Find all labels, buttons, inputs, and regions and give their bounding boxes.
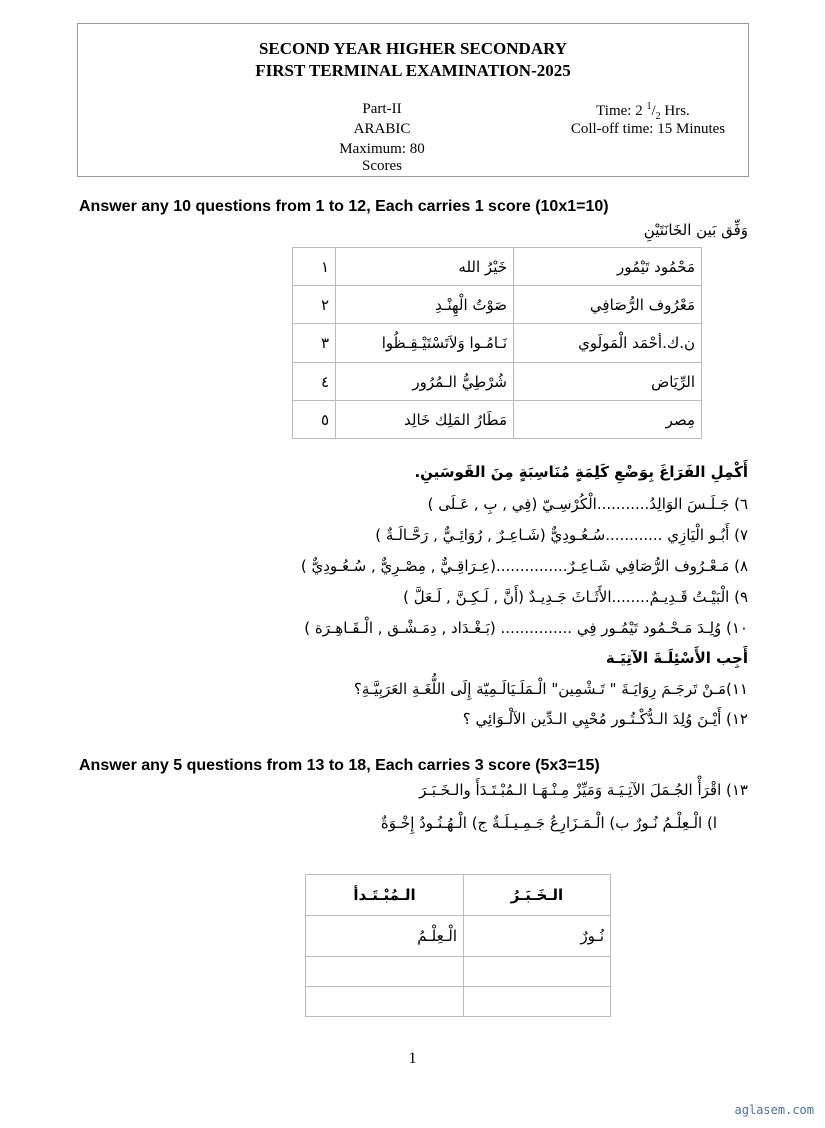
- exam-title-line1: SECOND YEAR HIGHER SECONDARY: [258, 39, 568, 58]
- fill-instruction: أَكْمِلِ الفَرَاغَ بِوَضْعِ كَلِمَةٍ مُنَاسِبَةٍ مِنَ القَوسَينِ.: [414, 463, 748, 481]
- match-num: ٣: [293, 324, 336, 363]
- match-num: ٤: [293, 363, 336, 401]
- col-header-mubtada: الـمُبْـتَـدأ: [306, 875, 464, 916]
- table-row: [293, 401, 702, 439]
- table-row: [306, 916, 611, 957]
- table-row: [293, 363, 702, 401]
- cell-khabar: نُـورٌ: [464, 916, 611, 957]
- match-col-a: صَوْتُ الْهِنْـدِ: [336, 286, 514, 324]
- watermark-link[interactable]: aglasem.com: [734, 1103, 814, 1117]
- cell-khabar: [464, 957, 611, 987]
- fill-item-7: ٧) أَبُـو الْيَازِي ............سُـعُـودِيٌّ (شَـاعِـرٌ , رُوَائِـيٌّ , رَحَّـالَـةٌ ): [375, 526, 748, 544]
- fill-item-9: ٩) الْبَيْـتُ قَـدِيـمٌ........الأَثَـاثَ جَـدِيـدٌ (أَنَّ , لَـكِـنَّ , لَـعَلَّ ): [403, 588, 748, 606]
- exam-title-line2: FIRST TERMINAL EXAMINATION-2025: [255, 61, 571, 80]
- question-13: ١٣) اقْرَأْ الجُـمَلَ الآتِـيَـة وَمَيِّزْ مِـنْـهَـا الـمُبْـتَـدَأَ والـخَـبَـرَ: [419, 781, 748, 799]
- cell-khabar: [464, 987, 611, 1017]
- col-header-khabar: الـخَـبَـرُ: [464, 875, 611, 916]
- question-13-sentences: ا) الْـعِلْـمُ نُـورٌ ب) الْـمَـزَارِعُ جَـمِـيـلَـةٌ ج) الْـهُـنُـودُ إِخْـوَةٌ: [380, 814, 717, 832]
- match-num: ١: [293, 248, 336, 286]
- match-col-b: مَحْمُود تَيْمُور: [514, 248, 702, 286]
- exam-max-scores: Maximum: 80 Scores: [339, 141, 425, 174]
- exam-header-box: [77, 23, 749, 177]
- match-num: ٥: [293, 401, 336, 439]
- section2-heading: Answer any 5 questions from 13 to 18, Each carries 3 score (5x3=15): [79, 757, 600, 774]
- exam-time: Time: 2 $^1/_2$ Hrs.: [596, 101, 690, 122]
- question-12: ١٢) أَيْـنَ وُلِدَ الـدُّكْـتُـور مُحْيِي الـدِّين الآلْـوَائِي ؟: [462, 710, 748, 728]
- table-row: [293, 248, 702, 286]
- match-table: [292, 247, 702, 439]
- answer-instruction: أَجِب الأَسْئِلَـةَ الآتِيَـة: [605, 649, 748, 667]
- match-col-b: مِصر: [514, 401, 702, 439]
- exam-cool-off-time: Coll-off time: 15 Minutes: [570, 121, 726, 137]
- mubtada-khabar-table: [305, 874, 611, 1017]
- match-col-a: مَطَارُ المَلِك خَالِد: [336, 401, 514, 439]
- match-col-a: خَيْرُ الله: [336, 248, 514, 286]
- table-row: [293, 324, 702, 363]
- match-col-a: نَـامُـوا وَلاَتَسْتَيْـقِـظُوا: [336, 324, 514, 363]
- table-row: [306, 957, 611, 987]
- fill-item-10: ١٠) وُلِـدَ مَـحْـمُود تَيْمُـور فِي ............... (بَـغْـدَاد , دِمَـشْـق , الْـقَـاهِـرَة ): [304, 619, 748, 637]
- match-col-b: الرِّيَاض: [514, 363, 702, 401]
- match-instruction: وَفِّق بَين الخَانَتَيْنِ: [643, 221, 748, 239]
- fill-item-6: ٦) جَـلَـسَ الوَالِدُ...........الْكُرْسِـيّ (فِي , بِ , عَـلَى ): [427, 495, 748, 513]
- cell-mubtada: الْـعِلْـمُ: [306, 916, 464, 957]
- table-row: [306, 875, 611, 916]
- match-num: ٢: [293, 286, 336, 324]
- section1-heading: Answer any 10 questions from 1 to 12, Each carries 1 score (10x1=10): [79, 198, 609, 215]
- match-col-b: مَعْرُوف الرُّصَافِي: [514, 286, 702, 324]
- question-11: ١١)مَـنْ تَرجَـمَ رِوَايَـةَ " تَـشْمِين" الْـمَلَـيَالَـمِيّة إِلَى اللُّغَـةِ العَرَبِيَّـةِ؟: [353, 680, 748, 698]
- fill-item-8: ٨) مَـعْـرُوف الرُّصَافِي شَـاعِـرٌ...............(عِـرَاقِـيٌّ , مِصْـرِيٌّ , سُـعُـودِيٌّ ): [300, 557, 748, 575]
- page-number: 1: [408, 1050, 417, 1067]
- cell-mubtada: [306, 957, 464, 987]
- cell-mubtada: [306, 987, 464, 1017]
- table-row: [306, 987, 611, 1017]
- match-col-b: ن.ك.أحْمَد الْمَولَوي: [514, 324, 702, 363]
- table-row: [293, 286, 702, 324]
- match-col-a: شُرْطِيُّ الـمُرُور: [336, 363, 514, 401]
- exam-part: Part-II: [362, 101, 402, 117]
- exam-subject: ARABIC: [353, 121, 411, 137]
